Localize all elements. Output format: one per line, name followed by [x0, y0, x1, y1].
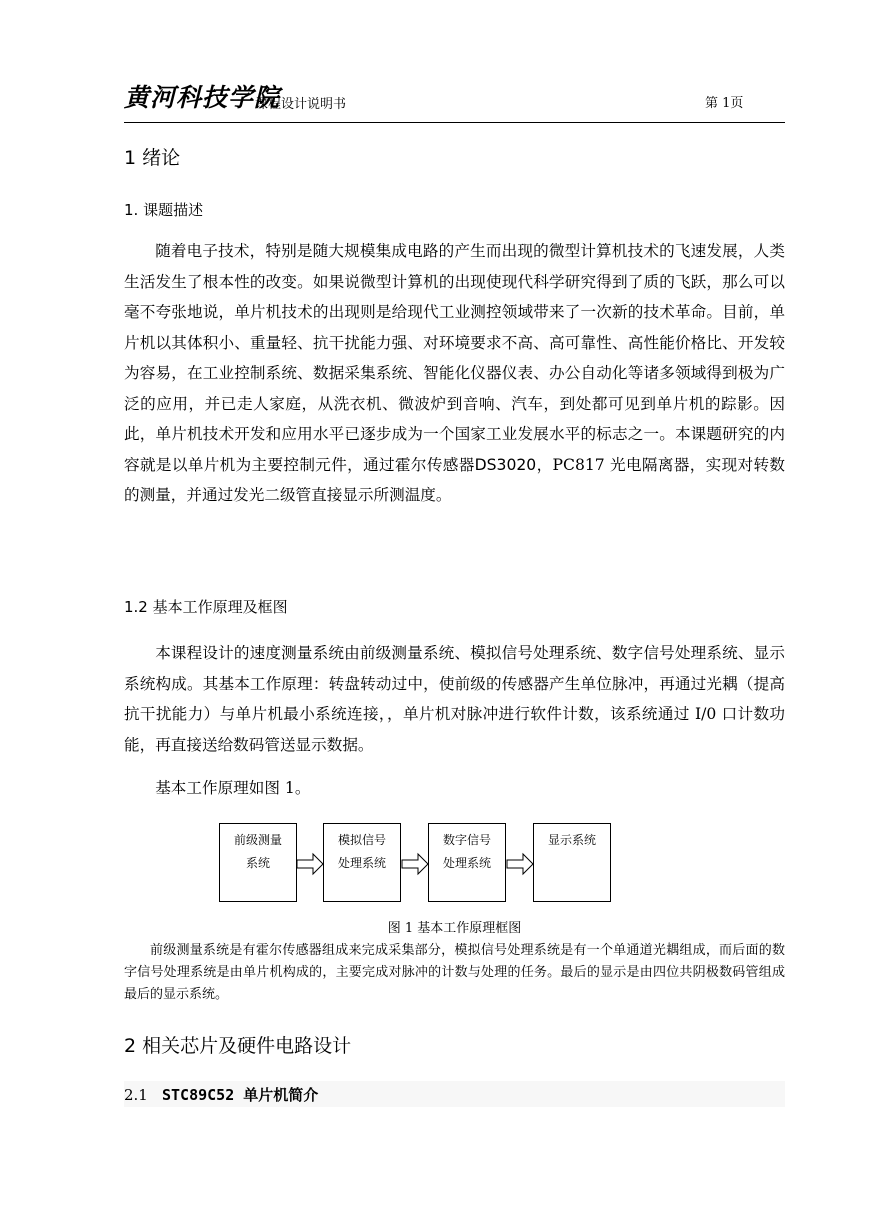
- section-1-2-paragraph: 本课程设计的速度测量系统由前级测量系统、模拟信号处理系统、数字信号处理系统、显示系统构成。其基本工作原理：转盘转动过中，使前级的传感器产生单位脉冲，再通过光耦（提高抗干扰能力）与单片机最小系统连接，，单片机对脉冲进行软件计数，该系统通过 I/0 口计数功能，再直接送给数码管送显示数据。: [124, 644, 785, 754]
- section-2-heading: 2 相关芯片及硬件电路设计: [124, 1035, 352, 1057]
- box-label-line2: 处理系统: [442, 856, 491, 870]
- section-1-2-heading: 1.2 基本工作原理及框图: [124, 598, 288, 616]
- section-1-1-paragraph: [124, 236, 785, 511]
- box-label-line1: 数字信号: [442, 833, 491, 847]
- diagram-box-digital-processing: [428, 823, 506, 902]
- section-1-1-heading: 1. 课题描述: [124, 201, 204, 219]
- school-logo: 黄河科技学院: [124, 83, 281, 112]
- header-divider: [124, 122, 785, 123]
- diagram-description-paragraph: 前级测量系统是有霍尔传感器组成来完成采集部分，模拟信号处理系统是有一个单通道光耦组成，而后面的数字信号处理系统是由单片机构成的，主要完成对脉冲的计数与处理的任务。最后的显示是由四位共阴极数码管组成最后的显示系统。: [124, 943, 785, 1002]
- section-2-1-heading: STC89C52 单片机简介: [162, 1086, 319, 1104]
- arrow-2-icon: [401, 852, 429, 876]
- section-1-heading: 1 绪论: [124, 147, 181, 169]
- box-label-line1: 模拟信号: [337, 833, 386, 847]
- box-label-line2: 处理系统: [337, 856, 386, 870]
- figure-caption: 图 1 基本工作原理框图: [387, 921, 522, 936]
- paragraph-text-post: ，PC817 光电隔离器，实现对转数的测量，并通过发光二级管直接显示所测温度。: [124, 455, 785, 504]
- box-label-line2: 系统: [245, 856, 270, 870]
- box-label-line1: 显示系统: [547, 833, 596, 847]
- header-page-number: 第 1页: [705, 96, 744, 111]
- diagram-box-display: [533, 823, 611, 902]
- section-2-1-number: 2.1: [124, 1086, 148, 1104]
- paragraph-text-pre: 随着电子技术，特别是随大规模集成电路的产生而出现的微型计算机技术的飞速发展，人类生活发生了根本性的改变。如果说微型计算机的出现使现代科学研究得到了质的飞跃，那么可以毫不夸张地说，单片机技术的出现则是给现代工业测控领域带来了一次新的技术革命。目前，单片机以其体积小、重量轻、抗干扰能力强、对环境要求不高、高可靠性、高性能价格比、开发较为容易，在工业控制系统、数据采集系统、智能化仪器仪表、办公自动化等诸多领域得到极为广泛的应用，并已走人家庭，从洗衣机、微波炉到音响、汽车，到处都可见到单片机的踪影。因此，单片机技术开发和应用水平已逐步成为一个国家工业发展水平的标志之一。本课题研究的内容就是以单片机为主要控制元件，通过霍尔传感器: [124, 242, 785, 474]
- sensor-model: DS3020: [474, 455, 537, 474]
- arrow-3-icon: [506, 852, 534, 876]
- header-subtitle: 课程设计说明书: [255, 97, 347, 112]
- box-label-line1: 前级测量: [233, 833, 282, 847]
- diagram-box-front-measurement: [219, 823, 297, 902]
- diagram-box-analog-processing: [323, 823, 401, 902]
- arrow-1-icon: [296, 852, 324, 876]
- diagram-intro-paragraph: 基本工作原理如图 1。: [155, 779, 311, 797]
